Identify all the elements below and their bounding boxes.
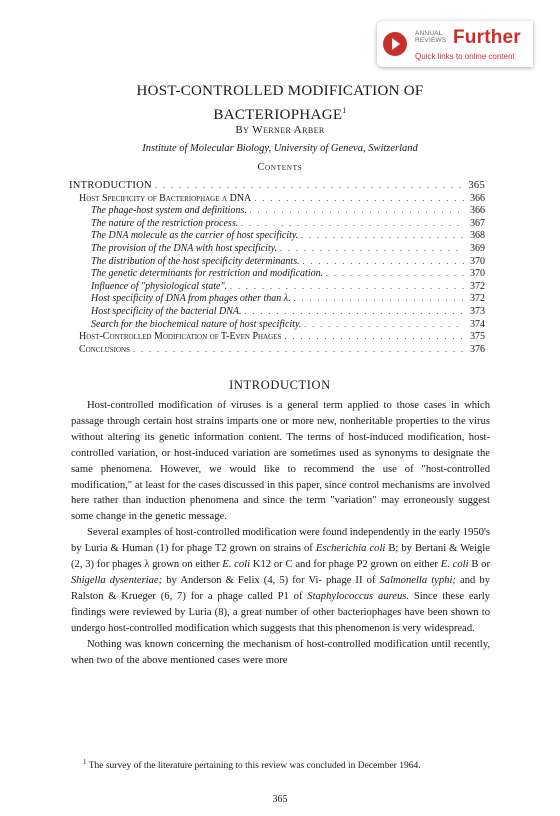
title-line-1: HOST-CONTROLLED MODIFICATION OF: [136, 83, 424, 99]
toc-entry[interactable]: [69, 268, 485, 281]
toc-entry-title[interactable]: Host-Controlled Modification of T-Even Phages: [79, 331, 282, 343]
footnote-mark: 1: [83, 758, 87, 766]
toc-entry-page[interactable]: 368: [470, 230, 485, 242]
body-paragraph: [71, 398, 490, 525]
toc-leader-dots: [294, 293, 464, 306]
toc-entry-title[interactable]: The phage-host system and definitions.: [91, 205, 247, 217]
toc-entry-page[interactable]: 366: [470, 192, 485, 204]
title-footnote-mark[interactable]: 1: [342, 106, 347, 115]
toc-entry[interactable]: [69, 193, 485, 206]
table-of-contents: [69, 180, 485, 356]
italic-text-run: E. coli: [222, 559, 251, 571]
toc-leader-dots: [304, 319, 464, 332]
toc-entry[interactable]: [69, 218, 485, 231]
text-run: K12 or C and for phage P2 grown on either: [250, 559, 441, 571]
toc-leader-dots: [230, 281, 464, 294]
toc-entry[interactable]: [69, 344, 485, 357]
toc-leader-dots: [245, 306, 464, 319]
toc-leader-dots: [250, 205, 464, 218]
toc-entry-title[interactable]: INTRODUCTION: [69, 180, 152, 191]
section-heading: INTRODUCTION: [229, 378, 331, 392]
article-body: [71, 398, 490, 668]
badge-quick-links[interactable]: Quick links to online content: [415, 52, 515, 61]
title-line-2-text: BACTERIOPHAGE: [213, 107, 343, 123]
text-run: Nothing was known concerning the mechanism of host-controlled modification until recently, when two of the above mentioned cases were more: [71, 638, 490, 666]
author-line: By Werner Arber: [235, 124, 325, 136]
toc-leader-dots: [155, 180, 464, 193]
italic-text-run: Escherichia coli: [315, 543, 386, 555]
text-run: by Anderson & Felix (4, 5) for Vi- phage II of: [162, 574, 380, 586]
page-number: 365: [272, 794, 288, 805]
body-paragraph: [71, 525, 490, 636]
toc-entry-title[interactable]: Host specificity of DNA from phages other than λ.: [91, 293, 291, 305]
toc-entry[interactable]: [69, 281, 485, 294]
toc-entry-page[interactable]: 367: [470, 217, 485, 229]
toc-entry-title[interactable]: The provision of the DNA with host specificity.: [91, 242, 278, 254]
toc-entry-page[interactable]: 366: [470, 205, 485, 217]
text-run: B or: [468, 559, 491, 571]
toc-leader-dots: [301, 230, 464, 243]
toc-leader-dots: [254, 193, 464, 206]
toc-entry-title[interactable]: The genetic determinants for restriction and modification.: [91, 268, 324, 280]
text-run: and by Ralston & Krueger (6, 7) for a phage called P1 of: [71, 574, 491, 602]
toc-entry[interactable]: [69, 230, 485, 243]
toc-entry[interactable]: [69, 205, 485, 218]
footnote: [71, 756, 490, 772]
toc-entry[interactable]: [69, 180, 485, 193]
toc-entry-title[interactable]: The DNA molecule as the carrier of host specificity.: [91, 230, 299, 242]
italic-text-run: E. coli: [440, 559, 469, 571]
toc-entry-page[interactable]: 373: [470, 305, 485, 317]
toc-entry-title[interactable]: The distribution of the host specificity determinants.: [91, 255, 300, 267]
badge-reviews-text: REVIEWS: [415, 37, 447, 44]
toc-entry-page[interactable]: 370: [470, 255, 485, 267]
toc-entry-title[interactable]: Conclusions: [79, 343, 131, 355]
text-run: Host-controlled modification of viruses is a general term applied to those cases in which passage through certain host strains imparts one or more new, nonheritable properties to the virus without altering its genetic information content. The terms of host-induced modification, host-controlled variation, or host-induced variation are sometimes used as synonyms to designate the same phenomena. However, we would like to recommend the use of "host-controlled modification," at least for the cases discussed in this paper, since control mechanisms are involved here rather than induction phenomena and since the term "variation" may erroneously suggest some change in the genetic message.: [71, 400, 490, 523]
toc-entry-page[interactable]: 372: [470, 280, 485, 292]
italic-text-run: Salmonella typhi;: [379, 574, 456, 586]
text-run: B; by Bertani & Weigle (2, 3) for phages λ grown on either: [71, 543, 490, 571]
toc-entry[interactable]: [69, 243, 485, 256]
toc-entry-title[interactable]: Host Specificity of Bacteriophage λ DNA: [79, 192, 252, 204]
toc-entry[interactable]: [69, 319, 485, 332]
play-icon[interactable]: [383, 32, 407, 56]
toc-entry[interactable]: [69, 306, 485, 319]
contents-heading: Contents: [257, 162, 303, 173]
affiliation: Institute of Molecular Biology, University of Geneva, Switzerland: [142, 143, 418, 154]
footnote-text: The survey of the literature pertaining to this review was concluded in December 1964.: [88, 761, 421, 772]
toc-entry-title[interactable]: Influence of "physiological state".: [91, 280, 228, 292]
toc-entry-title[interactable]: Host specificity of the bacterial DNA.: [91, 305, 242, 317]
title-line-2: [0, 101, 560, 125]
toc-entry-page[interactable]: 374: [470, 318, 485, 330]
toc-leader-dots: [241, 218, 464, 231]
badge-annual-text: ANNUAL: [415, 30, 443, 37]
text-run: Since these early findings were reviewed by Luria (8), a great number of other bacteriophages have been shown to undergo host-controlled modification which suggests that this phenomenon is very widespread.: [71, 590, 491, 634]
toc-entry[interactable]: [69, 293, 485, 306]
annual-reviews-further-badge[interactable]: [377, 21, 533, 67]
toc-entry-page[interactable]: 365: [468, 180, 485, 191]
italic-text-run: Shigella dysenteriae;: [71, 574, 163, 586]
toc-leader-dots: [284, 331, 464, 344]
toc-leader-dots: [326, 268, 464, 281]
badge-further-link[interactable]: Further: [453, 27, 521, 48]
text-run: Several examples of host-controlled modification were found independently in the early 1950's by Luria & Human (1) for phage T2 grown on strains of: [71, 527, 490, 555]
toc-entry-page[interactable]: 370: [470, 268, 485, 280]
article-title: [0, 82, 560, 125]
toc-entry-page[interactable]: 375: [470, 331, 485, 343]
toc-entry[interactable]: [69, 331, 485, 344]
toc-entry-page[interactable]: 372: [470, 293, 485, 305]
toc-leader-dots: [133, 344, 464, 357]
toc-entry-title[interactable]: The nature of the restriction process.: [91, 217, 239, 229]
toc-leader-dots: [303, 256, 464, 269]
toc-entry-page[interactable]: 369: [470, 242, 485, 254]
toc-leader-dots: [280, 243, 464, 256]
badge-annual-reviews-label: [415, 30, 446, 44]
toc-entry[interactable]: [69, 256, 485, 269]
toc-entry-page[interactable]: 376: [470, 343, 485, 355]
italic-text-run: Staphylococcus aureus.: [307, 590, 410, 602]
toc-entry-title[interactable]: Search for the biochemical nature of host specificity.: [91, 318, 302, 330]
body-paragraph: [71, 637, 490, 669]
